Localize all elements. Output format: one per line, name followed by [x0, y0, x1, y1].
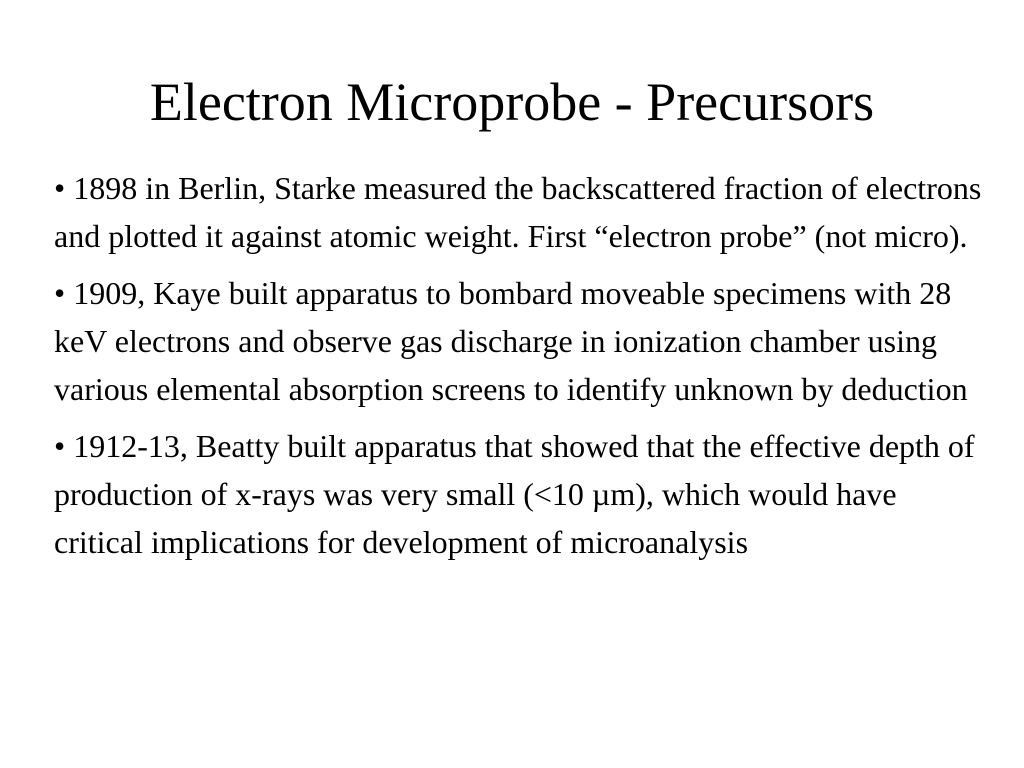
bullet-item-beatty: • 1912-13, Beatty built apparatus that showed that the effective depth of production of x-rays was very small (<10 µm), which would have critical implications for development of microanalysis — [54, 428, 975, 560]
bullet-list — [54, 164, 984, 575]
bullet-item-kaye: • 1909, Kaye built apparatus to bombard moveable specimens with 28 keV electrons and observe gas discharge in ionization chamber using various elemental absorption screens to identify unknown by deduction — [54, 275, 968, 407]
bullet-item-starke: • 1898 in Berlin, Starke measured the backscattered fraction of electrons and plotted it against atomic weight. First “electron probe” (not micro). — [54, 170, 982, 254]
slide-title: Electron Microprobe - Precursors — [149, 72, 875, 132]
